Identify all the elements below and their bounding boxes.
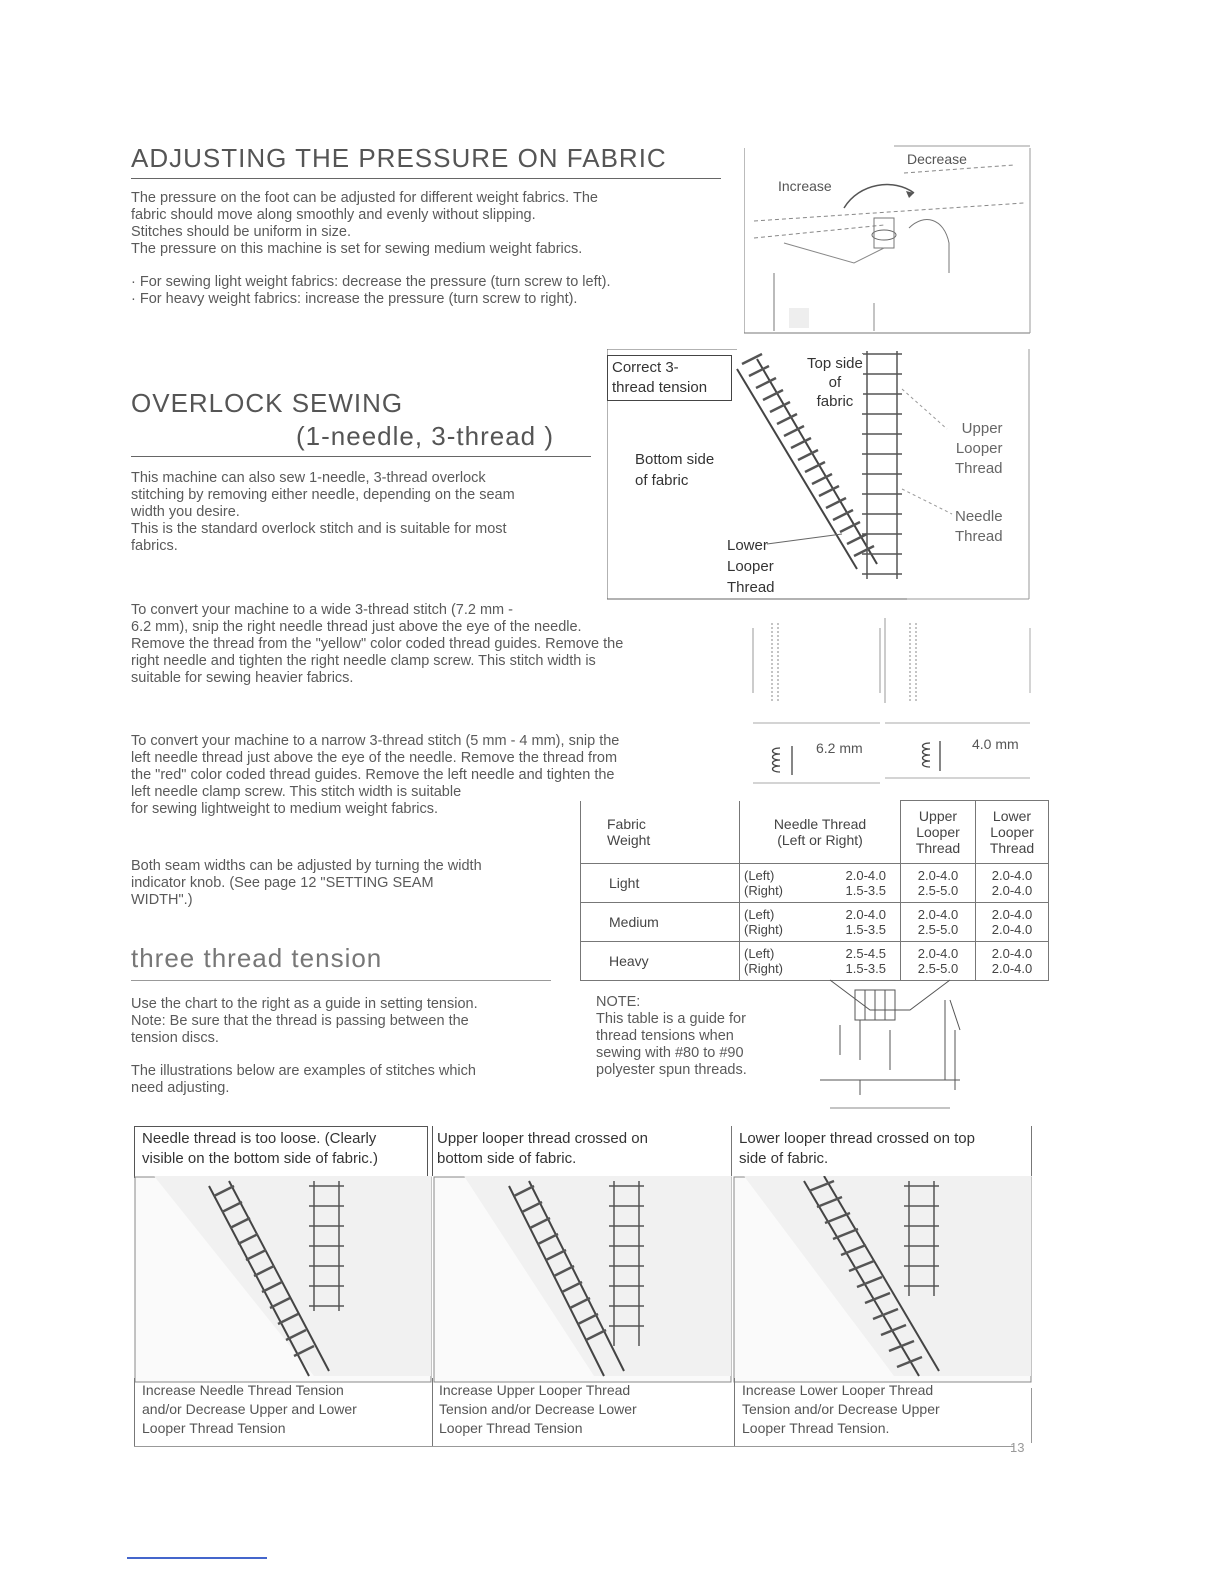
case2-title: Upper looper thread crossed on bottom side of fabric. — [437, 1130, 648, 1167]
case-illustrations — [134, 1176, 1034, 1384]
case2-fix: Increase Upper Looper Thread Tension and/or Decrease Lower Looper Thread Tension — [439, 1382, 637, 1436]
case3-title: Lower looper thread crossed on top side of fabric. — [739, 1130, 975, 1167]
needle-cell — [740, 863, 901, 902]
header-needle-thread: Needle Thread (Left or Right) — [740, 801, 901, 864]
fix-bottom-rule — [134, 1446, 1014, 1447]
lower-right: 2.0-4.0 — [991, 921, 1033, 937]
header-lower-looper: Lower Looper Thread — [976, 801, 1049, 864]
fabric-cell: Heavy — [581, 941, 740, 980]
upper-right: 2.5-5.0 — [917, 882, 959, 898]
correct-tension-label-box — [607, 355, 732, 401]
fabric-cell: Light — [581, 863, 740, 902]
overlock-p2: stitching by removing either needle, depending on the seam — [131, 487, 515, 503]
seam-p1: Both seam widths can be adjusted by turning the width — [131, 858, 482, 874]
narrow-p5: for sewing lightweight to medium weight fabrics. — [131, 801, 439, 817]
footer-link-rule — [127, 1557, 267, 1559]
right-value: 1.5-3.5 — [845, 882, 886, 898]
narrow-p1: To convert your machine to a narrow 3-thread stitch (5 mm - 4 mm), snip the — [131, 733, 620, 749]
left-label: (Left) — [744, 945, 775, 961]
needle-width-illustration — [750, 603, 1032, 793]
pressure-bullet-light: · For sewing light weight fabrics: decrease the pressure (turn screw to left). — [131, 274, 611, 290]
note-line3: sewing with #80 to #90 — [596, 1045, 744, 1061]
lower-cell — [976, 863, 1049, 902]
header-upper-looper: Upper Looper Thread — [901, 801, 976, 864]
pressure-heading: ADJUSTING THE PRESSURE ON FABRIC — [131, 143, 667, 173]
lower-left: 2.0-4.0 — [991, 906, 1033, 922]
tension-p3: tension discs. — [131, 1030, 219, 1046]
overlock-p1: This machine can also sew 1-needle, 3-thread overlock — [131, 470, 486, 486]
seam-p3: WIDTH".) — [131, 892, 193, 908]
pressure-screw-illustration — [744, 143, 1032, 335]
correct-tension-figure — [607, 349, 1032, 601]
increase-label: Increase — [778, 178, 832, 194]
left-value: 2.0-4.0 — [845, 906, 886, 922]
tension-row-medium — [581, 902, 1049, 941]
page-number: 13 — [1010, 1440, 1025, 1455]
tension-p1: Use the chart to the right as a guide in setting tension. — [131, 996, 478, 1012]
seam-width-text — [131, 858, 581, 909]
upper-left: 2.0-4.0 — [917, 906, 959, 922]
pressure-p2: fabric should move along smoothly and evenly without slipping. — [131, 207, 536, 223]
fabric-cell: Medium — [581, 902, 740, 941]
needle-width-figure — [750, 603, 1032, 793]
pressure-text — [131, 190, 731, 308]
pressure-bullet-heavy: · For heavy weight fabrics: increase the pressure (turn screw to right). — [131, 291, 578, 307]
case-divider — [1031, 1126, 1032, 1176]
case2-stitch — [434, 1176, 731, 1382]
seam-p2: indicator knob. (See page 12 "SETTING SEAM — [131, 875, 434, 891]
left-value: 2.0-4.0 — [845, 867, 886, 883]
case-fixes — [134, 1378, 1034, 1450]
wide-p3: Remove the thread from the "yellow" color coded thread guides. Remove the — [131, 636, 624, 652]
correct-tension-label: Correct 3- thread tension — [612, 359, 708, 396]
case-divider — [734, 1378, 735, 1446]
tension-heading: three thread tension — [131, 943, 383, 973]
overlock-p3: width you desire. — [131, 504, 240, 520]
right-label: (Right) — [744, 882, 784, 898]
tension-p2: Note: Be sure that the thread is passing between the — [131, 1013, 469, 1029]
pressure-p1: The pressure on the foot can be adjusted for different weight fabrics. The — [131, 190, 598, 206]
needle-cell — [740, 902, 901, 941]
overlock-p4: This is the standard overlock stitch and is suitable for most — [131, 521, 507, 537]
note-line4: polyester spun threads. — [596, 1062, 747, 1078]
lower-cell — [976, 941, 1049, 980]
overlock-wide-text — [131, 602, 751, 687]
case-divider — [134, 1378, 135, 1446]
pressure-heading-rule — [131, 178, 721, 179]
tension-dial-figure — [810, 970, 970, 1110]
narrow-p2: left needle thread just above the eye of the needle. Remove the thread from — [131, 750, 618, 766]
left-label: (Left) — [744, 906, 775, 922]
pressure-p4: The pressure on this machine is set for sewing medium weight fabrics. — [131, 241, 583, 257]
case1-stitch — [135, 1176, 431, 1382]
pressure-p3: Stitches should be uniform in size. — [131, 224, 352, 240]
header-fabric-weight: Fabric Weight — [581, 801, 740, 864]
lower-looper-label: Lower Looper Thread — [727, 537, 775, 596]
note-line2: thread tensions when — [596, 1028, 734, 1044]
tension-table-wrap — [580, 800, 1049, 981]
wide-p5: suitable for sewing heavier fabrics. — [131, 670, 354, 686]
lower-right: 2.0-4.0 — [991, 882, 1033, 898]
case-divider — [432, 1378, 433, 1446]
tension-note — [596, 994, 806, 1079]
case-divider — [1031, 1388, 1032, 1443]
left-label: (Left) — [744, 867, 775, 883]
right-value: 1.5-3.5 — [845, 960, 886, 976]
note-heading: NOTE: — [596, 994, 641, 1010]
case3-stitch — [734, 1176, 1031, 1382]
tension-table — [580, 800, 1049, 981]
case1-title: Needle thread is too loose. (Clearly visible on the bottom side of fabric.) — [142, 1130, 378, 1167]
right-label: (Right) — [744, 960, 784, 976]
narrow-p4: left needle clamp screw. This stitch width is suitable — [131, 784, 462, 800]
note-line1: This table is a guide for — [596, 1011, 746, 1027]
tension-p5: need adjusting. — [131, 1080, 230, 1096]
stitch-examples — [134, 1176, 1034, 1384]
case-titles — [134, 1126, 1034, 1178]
tension-row-light — [581, 863, 1049, 902]
wide-p2: 6.2 mm), snip the right needle thread just above the eye of the needle. — [131, 619, 582, 635]
lower-right: 2.0-4.0 — [991, 960, 1033, 976]
wide-p4: right needle and tighten the right needle clamp screw. This stitch width is — [131, 653, 596, 669]
top-side-label: Top side of fabric — [807, 355, 863, 410]
lower-left: 2.0-4.0 — [991, 945, 1033, 961]
overlock-p5: fabrics. — [131, 538, 178, 554]
overlock-subheading: (1-needle, 3-thread ) — [296, 421, 555, 451]
overlock-heading-rule — [131, 456, 591, 457]
case3-fix: Increase Lower Looper Thread Tension and/or Decrease Upper Looper Thread Tension. — [742, 1382, 940, 1436]
upper-cell — [901, 863, 976, 902]
case-divider — [432, 1126, 433, 1176]
wide-p1: To convert your machine to a wide 3-thread stitch (7.2 mm - — [131, 602, 513, 618]
needle-thread-label: Needle Thread — [955, 508, 1003, 545]
overlock-heading: OVERLOCK SEWING — [131, 388, 404, 418]
lower-cell — [976, 902, 1049, 941]
right-value: 1.5-3.5 — [845, 921, 886, 937]
upper-left: 2.0-4.0 — [917, 945, 959, 961]
tension-dial-illustration — [810, 970, 970, 1110]
tension-heading-rule — [131, 980, 551, 981]
upper-left: 2.0-4.0 — [917, 867, 959, 883]
lower-left: 2.0-4.0 — [991, 867, 1033, 883]
upper-right: 2.5-5.0 — [917, 960, 959, 976]
bottom-side-label: Bottom side of fabric — [635, 451, 715, 489]
pressure-screw-figure — [744, 143, 1032, 335]
upper-cell — [901, 902, 976, 941]
narrow-p3: the "red" color coded thread guides. Remove the left needle and tighten the — [131, 767, 615, 783]
case-divider — [731, 1126, 732, 1176]
narrow-width-label: 4.0 mm — [972, 736, 1019, 752]
tension-text — [131, 996, 581, 1097]
decrease-label: Decrease — [907, 151, 967, 167]
overlock-intro — [131, 470, 601, 555]
left-value: 2.5-4.5 — [845, 945, 886, 961]
upper-looper-label: Upper Looper Thread — [955, 420, 1003, 477]
tension-p4: The illustrations below are examples of stitches which — [131, 1063, 476, 1079]
upper-right: 2.5-5.0 — [917, 921, 959, 937]
case1-fix: Increase Needle Thread Tension and/or Decrease Upper and Lower Looper Thread Tension — [142, 1382, 357, 1436]
tension-table-header — [581, 801, 1049, 864]
wide-width-label: 6.2 mm — [816, 740, 863, 756]
right-label: (Right) — [744, 921, 784, 937]
